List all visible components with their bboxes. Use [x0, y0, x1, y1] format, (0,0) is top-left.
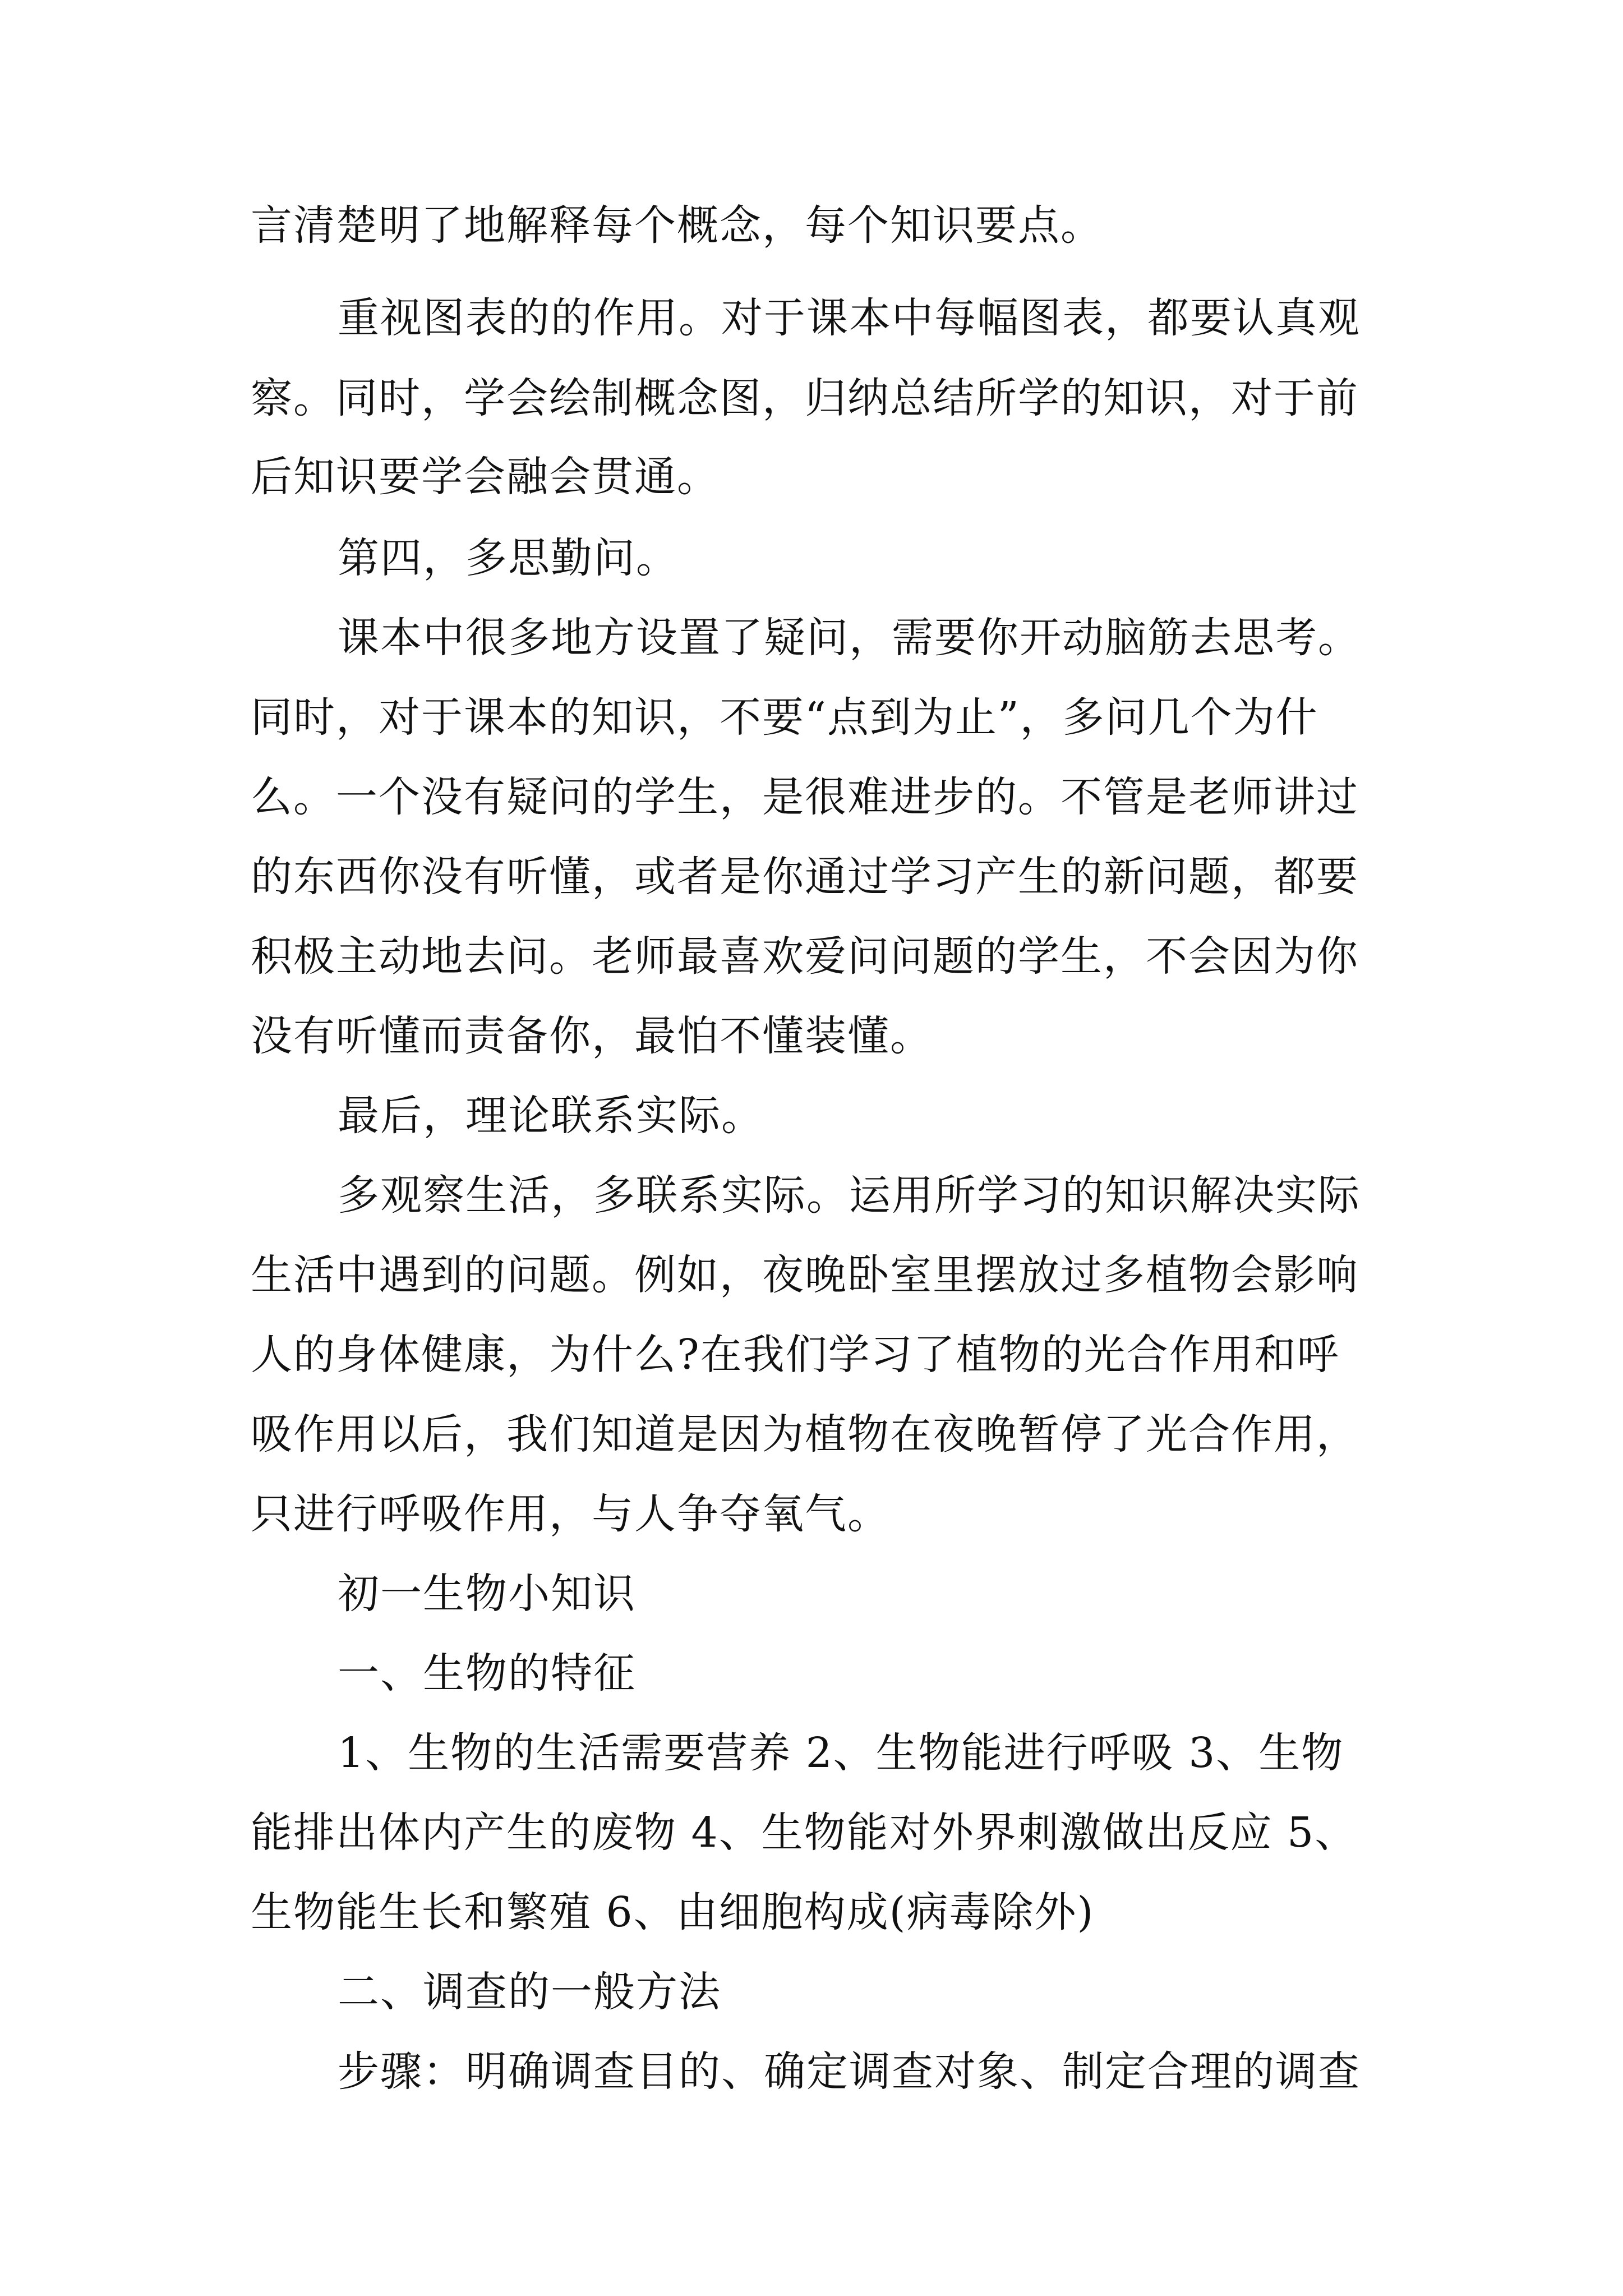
text-line: 只进行呼吸作用，与人争夺氧气。	[251, 1490, 890, 1538]
text-line: 初一生物小知识	[338, 1570, 636, 1618]
text-line: 人的身体健康，为什么?在我们学习了植物的光合作用和呼	[251, 1331, 1340, 1379]
text-line: 二、调查的一般方法	[338, 1968, 721, 2016]
text-line: 生活中遇到的问题。例如，夜晚卧室里摆放过多植物会影响	[251, 1251, 1359, 1299]
text-line: 一、生物的特征	[338, 1649, 636, 1697]
text-line: 多观察生活，多联系实际。运用所学习的知识解决实际	[338, 1171, 1361, 1220]
text-line: 言清楚明了地解释每个概念，每个知识要点。	[251, 201, 1103, 250]
text-line: 生物能生长和繁殖 6、由细胞构成(病毒除外)	[251, 1888, 1095, 1936]
text-line: 重视图表的的作用。对于课本中每幅图表，都要认真观	[338, 294, 1361, 342]
text-line: 后知识要学会融会贯通。	[251, 453, 720, 501]
text-line: 步骤：明确调查目的、确定调查对象、制定合理的调查	[338, 2047, 1361, 2096]
text-line: 积极主动地去问。老师最喜欢爱问问题的学生，不会因为你	[251, 932, 1359, 981]
text-line: 能排出体内产生的废物 4、生物能对外界刺激做出反应 5、	[251, 1809, 1358, 1857]
text-line: 的东西你没有听懂，或者是你通过学习产生的新问题，都要	[251, 853, 1359, 901]
text-line: 1、生物的生活需要营养 2、生物能进行呼吸 3、生物	[338, 1729, 1344, 1777]
text-line: 察。同时，学会绘制概念图，归纳总结所学的知识，对于前	[251, 374, 1359, 422]
text-line: 吸作用以后，我们知道是因为植物在夜晚暂停了光合作用，	[251, 1410, 1359, 1458]
text-line: 么。一个没有疑问的学生，是很难进步的。不管是老师讲过	[251, 773, 1359, 821]
text-line: 同时，对于课本的知识，不要“点到为止”，多问几个为什	[251, 693, 1318, 742]
text-line: 最后，理论联系实际。	[338, 1092, 764, 1140]
text-line: 课本中很多地方设置了疑问，需要你开动脑筋去思考。	[338, 614, 1361, 662]
text-line: 没有听懂而责备你，最怕不懂装懂。	[251, 1012, 933, 1060]
text-line: 第四，多思勤问。	[338, 534, 679, 582]
